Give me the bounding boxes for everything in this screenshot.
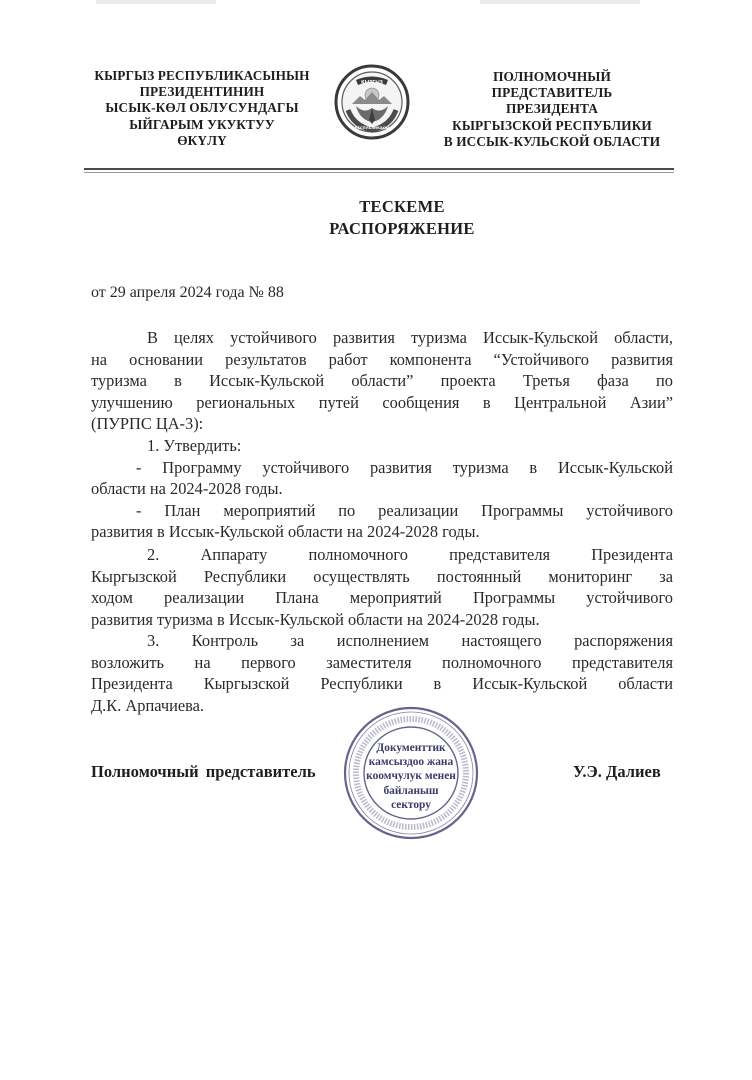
header-right-line: В ИССЫК-КУЛЬСКОЙ ОБЛАСТИ [443, 133, 661, 149]
stamp-line: коомчулук менен [366, 770, 456, 783]
header-divider [84, 168, 674, 170]
text-line: области на 2024-2028 годы. [91, 479, 283, 499]
header-divider-thin [84, 172, 674, 173]
item-2 [91, 544, 673, 630]
text-line: развития в Иссык-Кульской области на 2024-2028 годы. [91, 522, 480, 542]
text-line: возложить на первого заместителя полномочного представителя [91, 652, 673, 672]
scan-artifact [480, 0, 640, 4]
stamp-line: байланыш [383, 784, 439, 797]
preamble [91, 327, 673, 435]
document-title [0, 196, 752, 240]
stamp-line: сектору [391, 798, 431, 811]
text-line: В целях устойчивого развития туризма Иссык-Кульской области, [147, 328, 673, 347]
text-line: Кыргызской Республики осуществлять постоянный мониторинг за [91, 566, 673, 586]
header-right-line: ПРЕЗИДЕНТА [505, 101, 599, 117]
scan-artifact [96, 0, 216, 4]
text-line: 2. Аппарату полномочного представителя Президента [147, 545, 673, 564]
text-line: (ПУРПС ЦА-3): [91, 414, 204, 434]
signatory-position: Полномочный представитель [91, 762, 316, 781]
emblem-bottom-text: РЕСПУБЛИКАСЫ [354, 126, 390, 130]
text-line: - Программу устойчивого развития туризма в Иссык-Кульской [136, 457, 673, 477]
stamp-center-text [341, 741, 481, 812]
stamp-line: Документтик [376, 742, 446, 754]
header-kyrgyz-org [84, 68, 320, 149]
document-date-number: от 29 апреля 2024 года № 88 [91, 284, 284, 301]
item-1 [91, 435, 673, 543]
header-left-line: ЫСЫК-КӨЛ ОБЛУСУНДАГЫ [105, 100, 299, 116]
header-left-line: КЫРГЫЗ РЕСПУБЛИКАСЫНЫН [94, 68, 310, 83]
text-line: 3. Контроль за исполнением настоящего распоряжения [147, 631, 673, 650]
text-line: - План мероприятий по реализации Программы устойчивого [136, 500, 673, 520]
header-right-line: КЫРГЫЗСКОЙ РЕСПУБЛИКИ [452, 117, 652, 133]
header-left-line: ЫЙГАРЫМ УКУКТУУ [129, 116, 275, 132]
text-line: Президента Кыргызской Республики в Иссык-Кульской области [91, 674, 673, 694]
header-right-line: ПРЕДСТАВИТЕЛЬ [491, 85, 613, 101]
state-emblem-icon [334, 64, 410, 140]
header-right-line: ПОЛНОМОЧНЫЙ [493, 69, 611, 84]
header-left-line: ӨКҮЛҮ [177, 132, 227, 148]
signatory-name: У.Э. Далиев [573, 762, 661, 781]
emblem-top-text: КЫРГЫЗ [361, 80, 383, 86]
header-russian-org [432, 69, 672, 150]
text-line: туризма в Иссык-Кульской области” проекта Третья фаза по [91, 371, 673, 391]
text-line: улучшению региональных путей сообщения в Центральной Азии” [91, 392, 673, 412]
title-kyrgyz: ТЕСКЕМЕ [359, 197, 445, 216]
text-line: развития туризма в Иссык-Кульской области на 2024-2028 годы. [91, 609, 540, 629]
title-russian: РАСПОРЯЖЕНИЕ [329, 219, 475, 238]
text-line: ходом реализации Плана мероприятий Программы устойчивого [91, 588, 673, 608]
item-1-label: 1. Утвердить: [147, 436, 242, 455]
text-line: Д.К. Арпачиева. [91, 695, 205, 715]
header-left-line: ПРЕЗИДЕНТИНИН [139, 84, 265, 100]
text-line: на основании результатов работ компонента “Устойчивого развития [91, 349, 673, 369]
stamp-line: камсыздоо жана [368, 756, 454, 769]
